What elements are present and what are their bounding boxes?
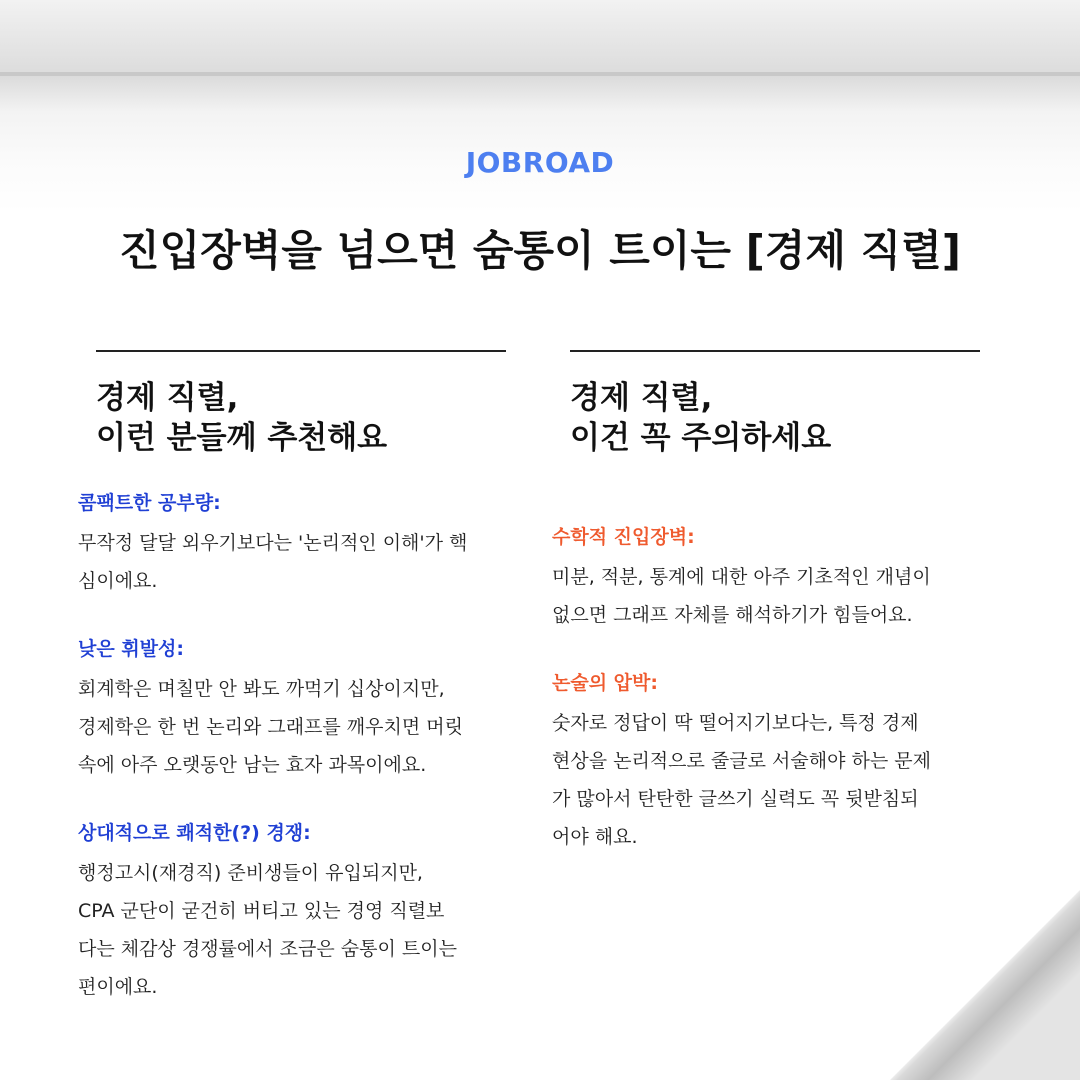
point-text — [78, 524, 518, 600]
text-line: 경제학은 한 번 논리와 그래프를 깨우치면 머릿 — [78, 716, 463, 738]
brand-logo-text: JOBROAD — [465, 146, 615, 179]
point-label: 수학적 진입장벽: — [552, 526, 695, 548]
heading-line: 이건 꼭 주의하세요 — [570, 420, 832, 456]
text-line: 행정고시(재경직) 준비생들이 유입되지만, — [78, 862, 423, 884]
text-line: 가 많아서 탄탄한 글쓰기 실력도 꼭 뒷받침되 — [552, 788, 919, 810]
point-item — [78, 488, 518, 600]
text-line: 속에 아주 오랫동안 남는 효자 과목이에요. — [78, 754, 427, 776]
text-line: 다는 체감상 경쟁률에서 조금은 숨통이 트이는 — [78, 938, 457, 960]
text-line: 어야 해요. — [552, 826, 638, 848]
text-line: 회계학은 며칠만 안 봐도 까먹기 십상이지만, — [78, 678, 445, 700]
point-text — [552, 558, 992, 634]
text-line: 심이에요. — [78, 570, 158, 592]
text-line: 무작정 달달 외우기보다는 '논리적인 이해'가 핵 — [78, 532, 468, 554]
point-list — [78, 488, 518, 1006]
point-item — [78, 634, 518, 784]
top-band — [0, 0, 1080, 74]
column-heading — [96, 378, 518, 458]
page-curl — [890, 890, 1080, 1080]
point-text — [78, 670, 518, 784]
heading-line: 이런 분들께 추천해요 — [96, 420, 388, 456]
point-text — [78, 854, 518, 1006]
text-line: 숫자로 정답이 딱 떨어지기보다는, 특정 경제 — [552, 712, 919, 734]
recommend-column — [78, 350, 518, 1040]
column-heading — [570, 378, 992, 458]
point-item — [78, 818, 518, 1006]
divider — [570, 350, 980, 352]
text-line: 미분, 적분, 통계에 대한 아주 기초적인 개념이 — [552, 566, 931, 588]
text-line: 현상을 논리적으로 줄글로 서술해야 하는 문제 — [552, 750, 931, 772]
point-text — [552, 704, 992, 856]
heading-line: 경제 직렬, — [96, 380, 239, 416]
text-line: 편이에요. — [78, 976, 158, 998]
point-list — [552, 522, 992, 856]
text-line: 없으면 그래프 자체를 해석하기가 힘들어요. — [552, 604, 913, 626]
heading-line: 경제 직렬, — [570, 380, 713, 416]
caution-column — [552, 350, 992, 890]
point-label: 낮은 휘발성: — [78, 638, 184, 660]
point-label: 콤팩트한 공부량: — [78, 492, 221, 514]
divider — [96, 350, 506, 352]
point-item — [552, 668, 992, 856]
page-title: 진입장벽을 넘으면 숨통이 트이는 [경제 직렬] — [119, 226, 961, 275]
text-line: CPA 군단이 굳건히 버티고 있는 경영 직렬보 — [78, 900, 445, 922]
point-label: 상대적으로 쾌적한(?) 경쟁: — [78, 822, 311, 844]
point-label: 논술의 압박: — [552, 672, 658, 694]
point-item — [552, 522, 992, 634]
